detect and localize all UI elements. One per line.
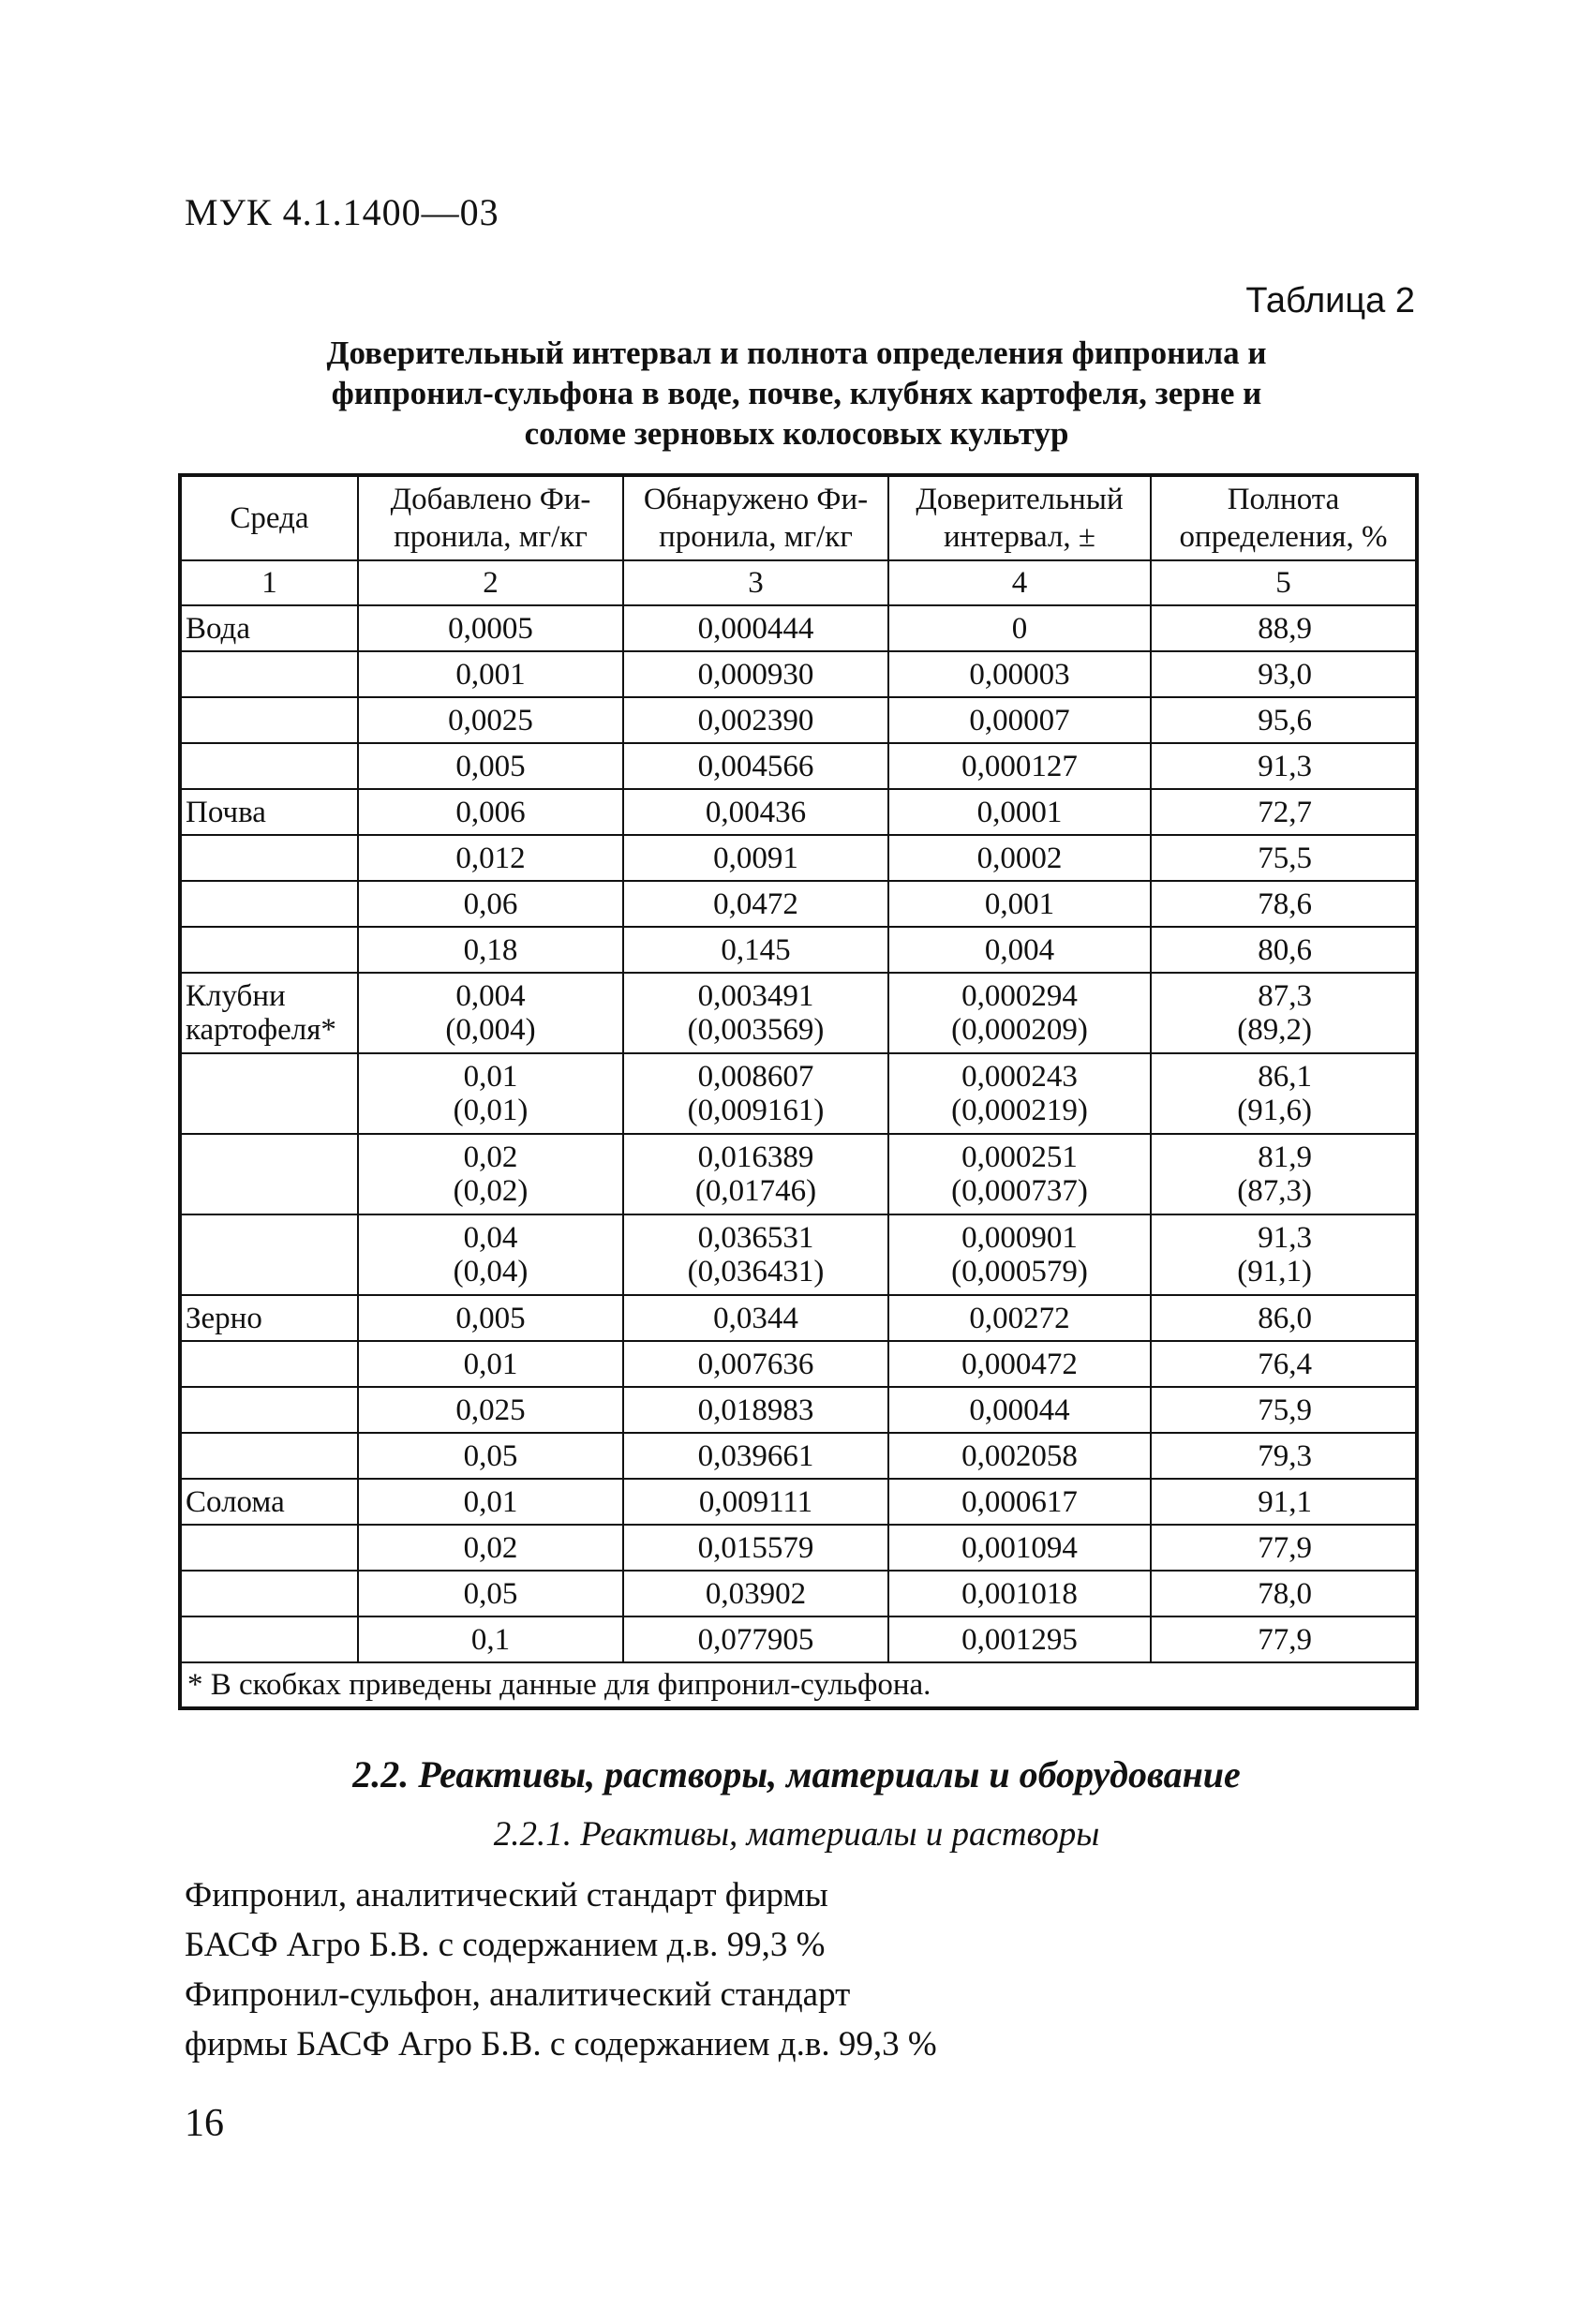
cell-recovery [1151, 605, 1417, 651]
cell-medium-line [186, 1221, 353, 1255]
cell-confidence-interval [888, 1053, 1151, 1134]
cell-confidence-interval-line: 0,000243 [961, 1060, 1078, 1094]
cell-medium-line [186, 750, 353, 783]
table-row [180, 1214, 1417, 1295]
cell-confidence-interval [888, 973, 1151, 1053]
cell-found [623, 1616, 888, 1662]
cell-added-line: 0,02 [463, 1530, 518, 1565]
cell-confidence-interval-line: 0,00003 [969, 657, 1070, 692]
cell-confidence-interval [888, 881, 1151, 927]
header-found-line2: пронила, мг/кг [659, 520, 853, 554]
column-number-row [180, 560, 1417, 605]
cell-confidence-interval-line: 0,000127 [961, 749, 1078, 783]
cell-medium [180, 743, 358, 789]
cell-medium-line [186, 1439, 353, 1473]
cell-found [623, 651, 888, 697]
cell-recovery-line: 81,9 [1258, 1140, 1312, 1174]
cell-found-line: (0,01746) [694, 1174, 817, 1208]
cell-found [623, 1479, 888, 1525]
cell-confidence-interval [888, 1341, 1151, 1387]
cell-added [358, 927, 623, 973]
header-ci-line2: интервал, ± [943, 520, 1096, 554]
cell-added-line: 0,06 [463, 886, 518, 921]
table-row [180, 1525, 1417, 1571]
document-code: МУК 4.1.1400—03 [185, 191, 499, 233]
reagents-text [185, 1870, 1356, 2069]
cell-added-line: 0,01 [463, 1060, 518, 1094]
cell-added-line: (0,01) [453, 1094, 529, 1127]
table-title-line: соломе зерновых колосовых культур [524, 415, 1069, 452]
table-row [180, 1479, 1417, 1525]
cell-confidence-interval-line: 0,000901 [961, 1221, 1078, 1255]
cell-medium-line [186, 933, 353, 967]
cell-confidence-interval-line: 0,000472 [961, 1347, 1078, 1381]
header-recovery-line1: Полнота [1227, 483, 1340, 516]
cell-found-line: 0,000930 [697, 657, 814, 692]
cell-recovery-line: 91,3 [1258, 749, 1312, 783]
cell-found-line: 0,0344 [713, 1301, 798, 1335]
cell-medium-line [186, 887, 353, 921]
table-row [180, 1616, 1417, 1662]
cell-found-line: (0,009161) [687, 1094, 825, 1127]
table-row [180, 835, 1417, 881]
cell-confidence-interval-line: (0,000579) [951, 1255, 1088, 1289]
header-ci-line1: Доверительный [916, 483, 1124, 516]
cell-recovery-line: 95,6 [1258, 703, 1312, 737]
cell-medium [180, 1341, 358, 1387]
cell-added [358, 1134, 623, 1214]
cell-confidence-interval [888, 835, 1151, 881]
cell-confidence-interval-line: (0,000209) [951, 1013, 1088, 1047]
cell-added [358, 651, 623, 697]
table-body [180, 605, 1417, 1662]
cell-confidence-interval-line: 0,001094 [961, 1530, 1078, 1565]
cell-medium-line: Вода [186, 611, 250, 646]
cell-found [623, 881, 888, 927]
table-footnote-row [180, 1662, 1417, 1708]
cell-medium-line: картофеля* [186, 1013, 336, 1047]
cell-found [623, 789, 888, 835]
cell-recovery [1151, 1341, 1417, 1387]
cell-recovery [1151, 1433, 1417, 1479]
cell-medium-line [186, 704, 353, 737]
header-found [623, 475, 888, 560]
cell-added-line: 0,012 [455, 841, 526, 875]
cell-found [623, 1053, 888, 1134]
cell-found [623, 605, 888, 651]
cell-recovery-line: 75,5 [1258, 841, 1312, 875]
cell-added-line: 0,04 [463, 1221, 518, 1255]
cell-found-line: 0,03902 [705, 1576, 807, 1611]
table-row [180, 881, 1417, 927]
header-recovery-line2: определения, % [1179, 520, 1388, 554]
cell-found [623, 1433, 888, 1479]
section-heading: 2.2. Реактивы, растворы, материалы и оборудование [352, 1753, 1241, 1795]
table-title-line: фипронил-сульфона в воде, почве, клубнях картофеля, зерне и [331, 375, 1262, 411]
cell-confidence-interval-line: (0,000219) [951, 1094, 1088, 1127]
cell-medium-line [186, 1348, 353, 1381]
cell-medium [180, 973, 358, 1053]
table-row [180, 1295, 1417, 1341]
table-row [180, 1571, 1417, 1616]
header-confidence-interval [888, 475, 1151, 560]
cell-recovery-line: 77,9 [1258, 1530, 1312, 1565]
cell-medium [180, 1053, 358, 1134]
cell-recovery-line: 86,1 [1258, 1060, 1312, 1094]
recovery-table [178, 473, 1419, 1710]
cell-recovery [1151, 1387, 1417, 1433]
page-number: 16 [185, 2102, 224, 2145]
cell-confidence-interval-line: (0,000737) [951, 1174, 1088, 1208]
cell-found [623, 1571, 888, 1616]
cell-recovery [1151, 1295, 1417, 1341]
cell-added [358, 881, 623, 927]
cell-recovery [1151, 1134, 1417, 1214]
cell-recovery-line: 78,0 [1258, 1576, 1312, 1611]
table-row [180, 1433, 1417, 1479]
cell-confidence-interval-line: 0,002058 [961, 1438, 1078, 1473]
cell-confidence-interval-line: 0,001018 [961, 1576, 1078, 1611]
cell-found-line: 0,009111 [698, 1484, 813, 1519]
cell-found-line: (0,003569) [687, 1013, 825, 1047]
column-number: 5 [1151, 560, 1417, 605]
cell-medium-line: Солома [186, 1484, 285, 1519]
cell-found-line: 0,000444 [697, 611, 814, 646]
cell-recovery [1151, 651, 1417, 697]
cell-medium [180, 881, 358, 927]
cell-confidence-interval-line: 0,000251 [961, 1140, 1078, 1174]
cell-confidence-interval [888, 605, 1151, 651]
cell-confidence-interval-line: 0,001 [984, 886, 1055, 921]
cell-medium-line [186, 1060, 353, 1094]
cell-recovery-line: 91,3 [1258, 1221, 1312, 1255]
cell-found-line: 0,008607 [697, 1060, 814, 1094]
cell-recovery-line: 76,4 [1258, 1347, 1312, 1381]
cell-added [358, 605, 623, 651]
table-title-line: Доверительный интервал и полнота определения фипронила и [326, 335, 1267, 371]
cell-medium-line [186, 1531, 353, 1565]
reagent-line: БАСФ Агро Б.В. с содержанием д.в. 99,3 % [185, 1926, 826, 1964]
cell-added [358, 835, 623, 881]
cell-found-line: 0,002390 [697, 703, 814, 737]
cell-confidence-interval [888, 1479, 1151, 1525]
cell-recovery [1151, 1479, 1417, 1525]
cell-confidence-interval [888, 1571, 1151, 1616]
cell-medium-line [186, 1393, 353, 1427]
table-footnote: * В скобках приведены данные для фипронил-сульфона. [180, 1662, 1417, 1708]
cell-medium [180, 1387, 358, 1433]
cell-found-line: 0,145 [721, 932, 791, 967]
cell-recovery [1151, 973, 1417, 1053]
cell-recovery [1151, 697, 1417, 743]
header-added [358, 475, 623, 560]
cell-medium [180, 927, 358, 973]
table-row [180, 1134, 1417, 1214]
cell-confidence-interval [888, 697, 1151, 743]
column-number: 2 [358, 560, 623, 605]
header-medium [180, 475, 358, 560]
cell-medium [180, 1616, 358, 1662]
cell-added [358, 743, 623, 789]
cell-found-line: 0,016389 [697, 1140, 814, 1174]
cell-recovery [1151, 789, 1417, 835]
cell-found [623, 697, 888, 743]
header-found-line1: Обнаружено Фи- [643, 483, 869, 516]
cell-medium-line: Почва [186, 795, 266, 829]
cell-confidence-interval [888, 1525, 1151, 1571]
cell-medium-line: Зерно [186, 1301, 262, 1335]
cell-added-line: 0,006 [455, 795, 526, 829]
cell-confidence-interval [888, 1134, 1151, 1214]
cell-medium-line [186, 1255, 353, 1289]
cell-found-line: 0,0091 [713, 841, 798, 875]
cell-medium [180, 835, 358, 881]
cell-recovery-line: 88,9 [1258, 611, 1312, 646]
cell-found-line: 0,036531 [697, 1221, 814, 1255]
cell-recovery [1151, 1616, 1417, 1662]
cell-recovery [1151, 1053, 1417, 1134]
cell-found [623, 973, 888, 1053]
cell-added-line: 0,05 [463, 1438, 518, 1473]
cell-found [623, 835, 888, 881]
cell-medium-line: Клубни [186, 979, 286, 1013]
cell-confidence-interval [888, 651, 1151, 697]
cell-added-line: 0,005 [455, 1301, 526, 1335]
cell-confidence-interval [888, 927, 1151, 973]
cell-medium [180, 1571, 358, 1616]
table-label: Таблица 2 [1245, 281, 1415, 320]
cell-added [358, 1616, 623, 1662]
cell-confidence-interval-line: 0,000294 [961, 979, 1078, 1013]
cell-confidence-interval [888, 1433, 1151, 1479]
cell-recovery-line: 91,1 [1258, 1484, 1312, 1519]
cell-added-line: 0,025 [455, 1393, 526, 1427]
cell-confidence-interval-line: 0,00007 [969, 703, 1070, 737]
cell-medium-line [186, 842, 353, 875]
column-number: 4 [888, 560, 1151, 605]
cell-medium [180, 1134, 358, 1214]
table-header-row [180, 475, 1417, 560]
table-row [180, 789, 1417, 835]
cell-medium-line [186, 1094, 353, 1127]
cell-medium [180, 651, 358, 697]
cell-found [623, 743, 888, 789]
cell-added-line: 0,005 [455, 749, 526, 783]
cell-medium-line [186, 1623, 353, 1657]
cell-recovery [1151, 881, 1417, 927]
cell-medium [180, 1525, 358, 1571]
cell-added [358, 697, 623, 743]
header-added-line1: Добавлено Фи- [390, 483, 591, 516]
cell-added-line: 0,18 [463, 932, 518, 967]
cell-added-line: 0,01 [463, 1484, 518, 1519]
cell-recovery-line: 80,6 [1258, 932, 1312, 967]
header-recovery [1151, 475, 1417, 560]
cell-medium-line [186, 658, 353, 692]
cell-confidence-interval-line: 0,00044 [969, 1393, 1070, 1427]
cell-found-line: 0,077905 [697, 1622, 814, 1657]
table-row [180, 697, 1417, 743]
cell-confidence-interval-line: 0,001295 [961, 1622, 1078, 1657]
cell-found-line: 0,003491 [697, 979, 814, 1013]
cell-medium-line [186, 1174, 353, 1208]
cell-recovery-line: (91,1) [1237, 1255, 1312, 1289]
cell-found-line: 0,018983 [697, 1393, 814, 1427]
cell-added-line: (0,004) [445, 1013, 536, 1047]
cell-confidence-interval [888, 789, 1151, 835]
table-row [180, 1053, 1417, 1134]
cell-added [358, 1341, 623, 1387]
cell-added [358, 1387, 623, 1433]
cell-recovery [1151, 743, 1417, 789]
cell-recovery-line: 78,6 [1258, 886, 1312, 921]
cell-confidence-interval-line: 0,0001 [976, 795, 1063, 829]
cell-medium [180, 697, 358, 743]
cell-medium-line [186, 1140, 353, 1174]
cell-medium [180, 1479, 358, 1525]
cell-confidence-interval-line: 0,004 [984, 932, 1055, 967]
cell-medium [180, 1295, 358, 1341]
cell-found-line: 0,004566 [697, 749, 814, 783]
cell-found-line: 0,00436 [705, 795, 807, 829]
reagent-line: Фипронил, аналитический стандарт фирмы [185, 1876, 828, 1914]
cell-found [623, 1214, 888, 1295]
cell-added [358, 1479, 623, 1525]
cell-recovery [1151, 835, 1417, 881]
table-row [180, 973, 1417, 1053]
cell-recovery [1151, 1214, 1417, 1295]
cell-medium-line [186, 1577, 353, 1611]
cell-added [358, 1053, 623, 1134]
cell-found [623, 1387, 888, 1433]
cell-medium [180, 1433, 358, 1479]
table-row [180, 605, 1417, 651]
cell-added-line: 0,05 [463, 1576, 518, 1611]
cell-added-line: 0,004 [455, 979, 526, 1013]
cell-found [623, 1525, 888, 1571]
cell-confidence-interval [888, 1387, 1151, 1433]
cell-recovery-line: 75,9 [1258, 1393, 1312, 1427]
cell-added-line: 0,001 [455, 657, 526, 692]
column-number: 1 [180, 560, 358, 605]
cell-recovery-line: 77,9 [1258, 1622, 1312, 1657]
cell-added-line: 0,0005 [448, 611, 533, 646]
cell-recovery [1151, 1525, 1417, 1571]
cell-found [623, 927, 888, 973]
cell-recovery-line: (89,2) [1237, 1013, 1312, 1047]
cell-recovery-line: 86,0 [1258, 1301, 1312, 1335]
subsection-heading: 2.2.1. Реактивы, материалы и растворы [493, 1815, 1100, 1854]
cell-recovery-line: (91,6) [1237, 1094, 1312, 1127]
cell-added-line: (0,04) [453, 1255, 529, 1289]
cell-recovery-line: (87,3) [1237, 1174, 1312, 1208]
cell-added [358, 1295, 623, 1341]
column-number: 3 [623, 560, 888, 605]
cell-recovery-line: 93,0 [1258, 657, 1312, 692]
table-row [180, 743, 1417, 789]
cell-added [358, 1525, 623, 1571]
cell-added-line: 0,1 [470, 1622, 511, 1657]
cell-added-line: 0,0025 [448, 703, 533, 737]
table-row [180, 1341, 1417, 1387]
cell-added-line: 0,02 [463, 1140, 518, 1174]
table-row [180, 927, 1417, 973]
cell-added [358, 1214, 623, 1295]
cell-recovery-line: 79,3 [1258, 1438, 1312, 1473]
reagent-line: фирмы БАСФ Агро Б.В. с содержанием д.в. 99,3 % [185, 2025, 937, 2063]
cell-added [358, 1433, 623, 1479]
cell-recovery-line: 72,7 [1258, 795, 1312, 829]
cell-added [358, 789, 623, 835]
cell-medium [180, 1214, 358, 1295]
cell-added [358, 973, 623, 1053]
header-added-line2: пронила, мг/кг [394, 520, 588, 554]
header-medium-label: Среда [230, 501, 309, 535]
reagent-line: Фипронил-сульфон, аналитический стандарт [185, 1975, 851, 2014]
cell-found-line: (0,036431) [687, 1255, 825, 1289]
cell-added-line: (0,02) [453, 1174, 529, 1208]
cell-medium [180, 605, 358, 651]
cell-confidence-interval-line: 0,000617 [961, 1484, 1078, 1519]
cell-found-line: 0,015579 [697, 1530, 814, 1565]
cell-found-line: 0,007636 [697, 1347, 814, 1381]
cell-recovery-line: 87,3 [1258, 979, 1312, 1013]
cell-confidence-interval [888, 1616, 1151, 1662]
cell-found-line: 0,039661 [697, 1438, 814, 1473]
cell-found-line: 0,0472 [713, 886, 798, 921]
cell-recovery [1151, 1571, 1417, 1616]
cell-found [623, 1295, 888, 1341]
cell-medium [180, 789, 358, 835]
cell-confidence-interval-line: 0,0002 [976, 841, 1063, 875]
cell-recovery [1151, 927, 1417, 973]
cell-found [623, 1341, 888, 1387]
cell-added [358, 1571, 623, 1616]
cell-confidence-interval [888, 743, 1151, 789]
cell-confidence-interval-line: 0,00272 [969, 1301, 1070, 1335]
cell-added-line: 0,01 [463, 1347, 518, 1381]
table-title [178, 333, 1415, 454]
cell-confidence-interval [888, 1214, 1151, 1295]
table-row [180, 1387, 1417, 1433]
table-row [180, 651, 1417, 697]
cell-confidence-interval [888, 1295, 1151, 1341]
cell-confidence-interval-line: 0 [1011, 611, 1028, 646]
cell-found [623, 1134, 888, 1214]
